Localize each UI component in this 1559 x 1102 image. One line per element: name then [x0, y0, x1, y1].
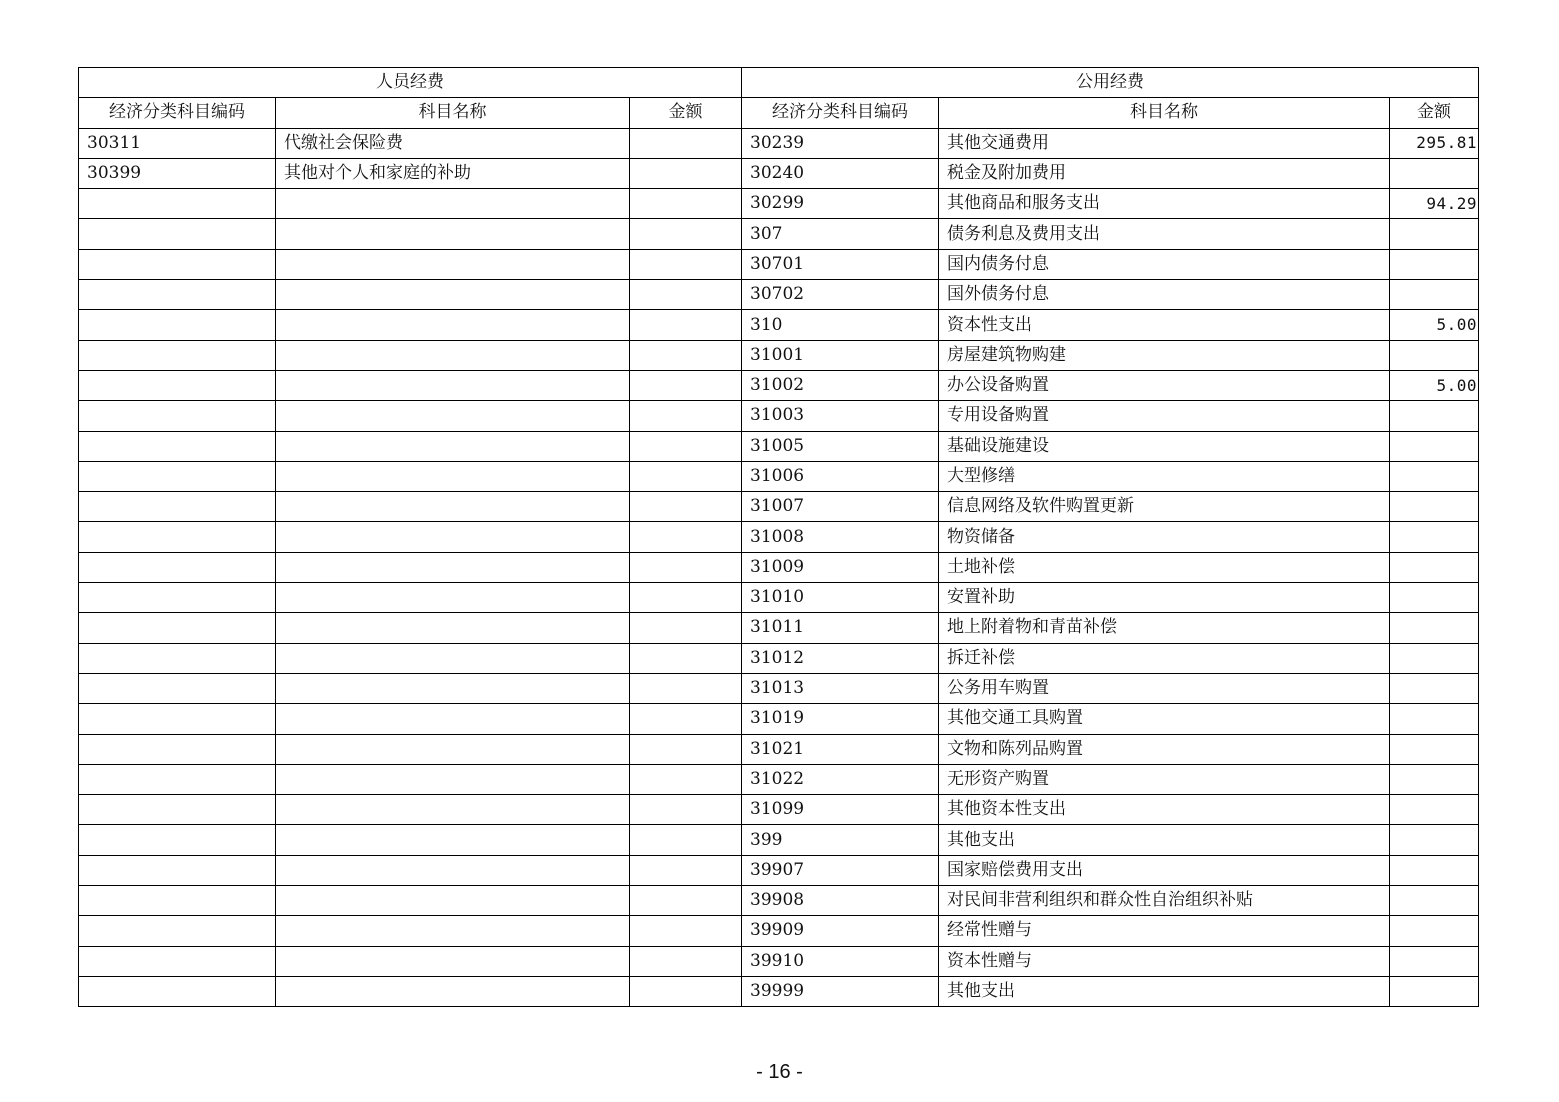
page-number: - 16 - — [756, 1061, 803, 1083]
public-amount-cell: 295.81 — [1390, 128, 1479, 158]
public-code-cell: 31012 — [742, 643, 939, 673]
table-row — [79, 673, 1479, 703]
personnel-code-cell — [79, 613, 276, 643]
personnel-code-cell — [79, 795, 276, 825]
table-row — [79, 976, 1479, 1006]
personnel-amount-cell — [630, 734, 742, 764]
public-name-cell: 其他资本性支出 — [939, 795, 1390, 825]
personnel-amount-cell — [630, 764, 742, 794]
personnel-amount-cell — [630, 946, 742, 976]
personnel-name-cell — [276, 370, 630, 400]
public-name-cell: 基础设施建设 — [939, 431, 1390, 461]
table-row — [79, 219, 1479, 249]
public-code-cell: 39909 — [742, 916, 939, 946]
personnel-code-cell — [79, 916, 276, 946]
personnel-name-cell — [276, 764, 630, 794]
public-name-cell: 其他支出 — [939, 976, 1390, 1006]
personnel-amount-cell — [630, 310, 742, 340]
public-name-cell: 无形资产购置 — [939, 764, 1390, 794]
personnel-amount-cell — [630, 855, 742, 885]
table-body — [79, 128, 1479, 1007]
personnel-code-cell — [79, 886, 276, 916]
personnel-code-cell — [79, 370, 276, 400]
public-amount-cell — [1390, 734, 1479, 764]
public-name-cell: 国外债务付息 — [939, 280, 1390, 310]
personnel-name-cell — [276, 855, 630, 885]
public-amount-header: 金额 — [1390, 98, 1479, 128]
public-amount-cell — [1390, 704, 1479, 734]
table-row — [79, 704, 1479, 734]
personnel-name-cell — [276, 613, 630, 643]
personnel-name-cell — [276, 643, 630, 673]
personnel-name-cell — [276, 219, 630, 249]
table-row — [79, 249, 1479, 279]
personnel-amount-cell — [630, 249, 742, 279]
public-name-cell: 公务用车购置 — [939, 673, 1390, 703]
table-row — [79, 340, 1479, 370]
personnel-amount-cell — [630, 583, 742, 613]
public-amount-cell — [1390, 340, 1479, 370]
public-amount-cell — [1390, 613, 1479, 643]
public-code-cell: 31010 — [742, 583, 939, 613]
personnel-name-cell — [276, 401, 630, 431]
public-code-cell: 30299 — [742, 189, 939, 219]
public-name-cell: 税金及附加费用 — [939, 158, 1390, 188]
public-code-cell: 31008 — [742, 522, 939, 552]
personnel-amount-cell — [630, 492, 742, 522]
personnel-code-header: 经济分类科目编码 — [79, 98, 276, 128]
personnel-amount-cell — [630, 340, 742, 370]
public-name-cell: 其他交通费用 — [939, 128, 1390, 158]
public-amount-cell — [1390, 401, 1479, 431]
personnel-name-cell — [276, 673, 630, 703]
personnel-amount-cell — [630, 643, 742, 673]
public-code-cell: 31019 — [742, 704, 939, 734]
public-amount-cell — [1390, 522, 1479, 552]
personnel-name-cell — [276, 189, 630, 219]
public-code-cell: 31003 — [742, 401, 939, 431]
personnel-code-cell — [79, 976, 276, 1006]
public-code-cell: 31002 — [742, 370, 939, 400]
public-name-cell: 经常性赠与 — [939, 916, 1390, 946]
public-code-cell: 39910 — [742, 946, 939, 976]
public-amount-cell — [1390, 886, 1479, 916]
personnel-amount-cell — [630, 673, 742, 703]
public-name-cell: 拆迁补偿 — [939, 643, 1390, 673]
public-code-cell: 30702 — [742, 280, 939, 310]
personnel-name-cell — [276, 431, 630, 461]
personnel-code-cell — [79, 552, 276, 582]
personnel-name-cell — [276, 249, 630, 279]
personnel-amount-cell — [630, 704, 742, 734]
personnel-name-cell — [276, 704, 630, 734]
public-amount-cell — [1390, 673, 1479, 703]
personnel-expenses-header: 人员经费 — [79, 68, 742, 98]
table-row — [79, 431, 1479, 461]
table-row — [79, 310, 1479, 340]
public-name-cell: 物资储备 — [939, 522, 1390, 552]
public-name-cell: 其他商品和服务支出 — [939, 189, 1390, 219]
personnel-name-cell — [276, 734, 630, 764]
personnel-name-cell — [276, 795, 630, 825]
personnel-code-cell — [79, 401, 276, 431]
public-name-cell: 信息网络及软件购置更新 — [939, 492, 1390, 522]
personnel-name-cell — [276, 340, 630, 370]
public-code-cell: 39908 — [742, 886, 939, 916]
budget-table — [78, 67, 1479, 1007]
table-row — [79, 552, 1479, 582]
personnel-code-cell — [79, 583, 276, 613]
table-row — [79, 492, 1479, 522]
public-amount-cell — [1390, 795, 1479, 825]
personnel-name-cell — [276, 310, 630, 340]
table-row — [79, 128, 1479, 158]
personnel-code-cell — [79, 855, 276, 885]
public-amount-cell — [1390, 492, 1479, 522]
personnel-name-cell — [276, 886, 630, 916]
public-expenses-header: 公用经费 — [742, 68, 1479, 98]
table-row — [79, 401, 1479, 431]
public-code-cell: 307 — [742, 219, 939, 249]
column-header-row — [79, 98, 1479, 128]
table-row — [79, 886, 1479, 916]
public-code-cell: 31013 — [742, 673, 939, 703]
personnel-name-cell — [276, 461, 630, 491]
public-amount-cell — [1390, 552, 1479, 582]
public-amount-cell — [1390, 916, 1479, 946]
public-name-cell: 文物和陈列品购置 — [939, 734, 1390, 764]
table-row — [79, 946, 1479, 976]
personnel-amount-cell — [630, 431, 742, 461]
table-row — [79, 280, 1479, 310]
table-row — [79, 643, 1479, 673]
public-name-cell: 大型修缮 — [939, 461, 1390, 491]
personnel-amount-cell — [630, 401, 742, 431]
public-amount-cell — [1390, 976, 1479, 1006]
public-code-cell: 31011 — [742, 613, 939, 643]
public-code-cell: 31021 — [742, 734, 939, 764]
personnel-code-cell — [79, 522, 276, 552]
public-code-cell: 30240 — [742, 158, 939, 188]
public-amount-cell — [1390, 461, 1479, 491]
personnel-amount-cell — [630, 795, 742, 825]
personnel-code-cell — [79, 492, 276, 522]
public-code-cell: 31005 — [742, 431, 939, 461]
group-header-row — [79, 68, 1479, 98]
personnel-amount-cell — [630, 886, 742, 916]
personnel-amount-cell — [630, 128, 742, 158]
public-amount-cell: 5.00 — [1390, 310, 1479, 340]
personnel-code-cell: 30311 — [79, 128, 276, 158]
public-name-cell: 对民间非营利组织和群众性自治组织补贴 — [939, 886, 1390, 916]
table-row — [79, 855, 1479, 885]
personnel-name-cell — [276, 946, 630, 976]
public-amount-cell — [1390, 825, 1479, 855]
public-name-cell: 债务利息及费用支出 — [939, 219, 1390, 249]
personnel-amount-cell — [630, 916, 742, 946]
personnel-amount-cell — [630, 825, 742, 855]
table-row — [79, 189, 1479, 219]
public-amount-cell — [1390, 219, 1479, 249]
personnel-code-cell — [79, 704, 276, 734]
personnel-code-cell — [79, 734, 276, 764]
personnel-code-cell — [79, 946, 276, 976]
personnel-name-cell — [276, 976, 630, 1006]
personnel-amount-cell — [630, 219, 742, 249]
personnel-amount-cell — [630, 189, 742, 219]
personnel-code-cell — [79, 825, 276, 855]
personnel-name-cell: 其他对个人和家庭的补助 — [276, 158, 630, 188]
personnel-amount-cell — [630, 976, 742, 1006]
table-row — [79, 583, 1479, 613]
public-code-cell: 310 — [742, 310, 939, 340]
public-name-cell: 土地补偿 — [939, 552, 1390, 582]
table-row — [79, 522, 1479, 552]
personnel-code-cell — [79, 249, 276, 279]
public-name-cell: 其他交通工具购置 — [939, 704, 1390, 734]
personnel-code-cell — [79, 310, 276, 340]
public-code-cell: 39907 — [742, 855, 939, 885]
personnel-amount-cell — [630, 158, 742, 188]
personnel-amount-header: 金额 — [630, 98, 742, 128]
personnel-name-header: 科目名称 — [276, 98, 630, 128]
public-amount-cell — [1390, 158, 1479, 188]
personnel-amount-cell — [630, 370, 742, 400]
table-row — [79, 158, 1479, 188]
personnel-name-cell: 代缴社会保险费 — [276, 128, 630, 158]
public-name-cell: 专用设备购置 — [939, 401, 1390, 431]
personnel-code-cell — [79, 461, 276, 491]
personnel-amount-cell — [630, 552, 742, 582]
table-row — [79, 916, 1479, 946]
personnel-code-cell — [79, 673, 276, 703]
public-code-cell: 31007 — [742, 492, 939, 522]
public-name-cell: 地上附着物和青苗补偿 — [939, 613, 1390, 643]
public-name-cell: 国家赔偿费用支出 — [939, 855, 1390, 885]
personnel-name-cell — [276, 825, 630, 855]
table-row — [79, 825, 1479, 855]
public-amount-cell — [1390, 249, 1479, 279]
personnel-code-cell: 30399 — [79, 158, 276, 188]
public-amount-cell: 94.29 — [1390, 189, 1479, 219]
public-amount-cell — [1390, 855, 1479, 885]
personnel-name-cell — [276, 280, 630, 310]
personnel-amount-cell — [630, 280, 742, 310]
personnel-amount-cell — [630, 461, 742, 491]
public-name-cell: 资本性赠与 — [939, 946, 1390, 976]
public-name-cell: 办公设备购置 — [939, 370, 1390, 400]
public-amount-cell — [1390, 280, 1479, 310]
public-code-header: 经济分类科目编码 — [742, 98, 939, 128]
personnel-name-cell — [276, 522, 630, 552]
table-row — [79, 764, 1479, 794]
public-amount-cell — [1390, 643, 1479, 673]
public-amount-cell — [1390, 764, 1479, 794]
public-code-cell: 31001 — [742, 340, 939, 370]
public-name-cell: 国内债务付息 — [939, 249, 1390, 279]
public-name-cell: 房屋建筑物购建 — [939, 340, 1390, 370]
public-amount-cell — [1390, 583, 1479, 613]
personnel-code-cell — [79, 340, 276, 370]
personnel-name-cell — [276, 492, 630, 522]
personnel-name-cell — [276, 583, 630, 613]
public-code-cell: 31006 — [742, 461, 939, 491]
table-row — [79, 734, 1479, 764]
public-code-cell: 31099 — [742, 795, 939, 825]
public-code-cell: 399 — [742, 825, 939, 855]
personnel-code-cell — [79, 764, 276, 794]
personnel-code-cell — [79, 219, 276, 249]
public-code-cell: 31009 — [742, 552, 939, 582]
personnel-name-cell — [276, 916, 630, 946]
public-name-header: 科目名称 — [939, 98, 1390, 128]
table-row — [79, 370, 1479, 400]
public-name-cell: 其他支出 — [939, 825, 1390, 855]
personnel-code-cell — [79, 431, 276, 461]
personnel-name-cell — [276, 552, 630, 582]
personnel-code-cell — [79, 189, 276, 219]
table-row — [79, 613, 1479, 643]
public-name-cell: 资本性支出 — [939, 310, 1390, 340]
public-code-cell: 30701 — [742, 249, 939, 279]
personnel-code-cell — [79, 280, 276, 310]
public-name-cell: 安置补助 — [939, 583, 1390, 613]
public-amount-cell: 5.00 — [1390, 370, 1479, 400]
public-code-cell: 30239 — [742, 128, 939, 158]
public-amount-cell — [1390, 431, 1479, 461]
public-code-cell: 31022 — [742, 764, 939, 794]
public-code-cell: 39999 — [742, 976, 939, 1006]
table-row — [79, 461, 1479, 491]
personnel-amount-cell — [630, 613, 742, 643]
personnel-amount-cell — [630, 522, 742, 552]
personnel-code-cell — [79, 643, 276, 673]
public-amount-cell — [1390, 946, 1479, 976]
table-row — [79, 795, 1479, 825]
